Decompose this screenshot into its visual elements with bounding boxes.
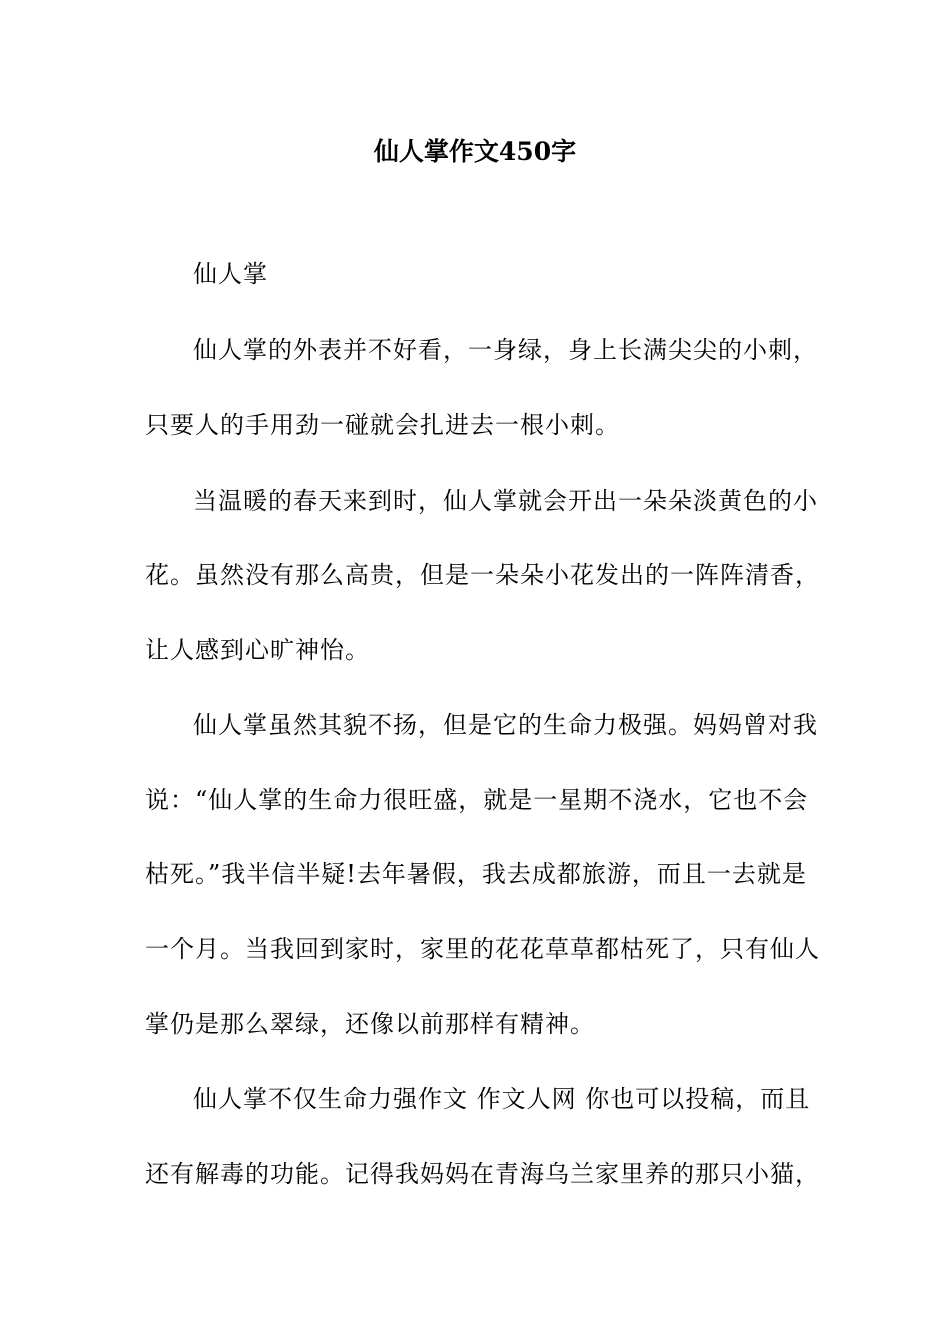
paragraph-line: 仙人掌虽然其貌不扬，但是它的生命力极强。妈妈曾对我 xyxy=(193,711,818,739)
paragraph-line: 还有解毒的功能。记得我妈妈在青海乌兰家里养的那只小猫， xyxy=(145,1160,820,1188)
paragraph-line: 说：“仙人掌的生命力很旺盛，就是一星期不浇水，它也不会 xyxy=(145,786,809,814)
paragraph-line: 一个月。当我回到家时，家里的花花草草都枯死了，只有仙人 xyxy=(145,935,820,963)
paragraph-line: 仙人掌不仅生命力强作文 作文人网 你也可以投稿，而且 xyxy=(193,1085,811,1113)
paragraph-line: 掌仍是那么翠绿，还像以前那样有精神。 xyxy=(145,1010,595,1038)
paragraph-line: 当温暖的春天来到时，仙人掌就会开出一朵朵淡黄色的小 xyxy=(193,487,818,515)
paragraph-line: 仙人掌的外表并不好看，一身绿，身上长满尖尖的小刺， xyxy=(193,336,818,364)
paragraph-line: 枯死。”我半信半疑!去年暑假，我去成都旅游，而且一去就是 xyxy=(145,860,807,888)
paragraph-line: 让人感到心旷神怡。 xyxy=(145,636,370,664)
document-title: 仙人掌作文450字 xyxy=(373,137,577,166)
paragraph-line: 只要人的手用劲一碰就会扎进去一根小刺。 xyxy=(145,411,620,439)
paragraph-line: 花。虽然没有那么高贵，但是一朵朵小花发出的一阵阵清香， xyxy=(145,561,820,589)
subtitle-line: 仙人掌 xyxy=(193,260,268,288)
